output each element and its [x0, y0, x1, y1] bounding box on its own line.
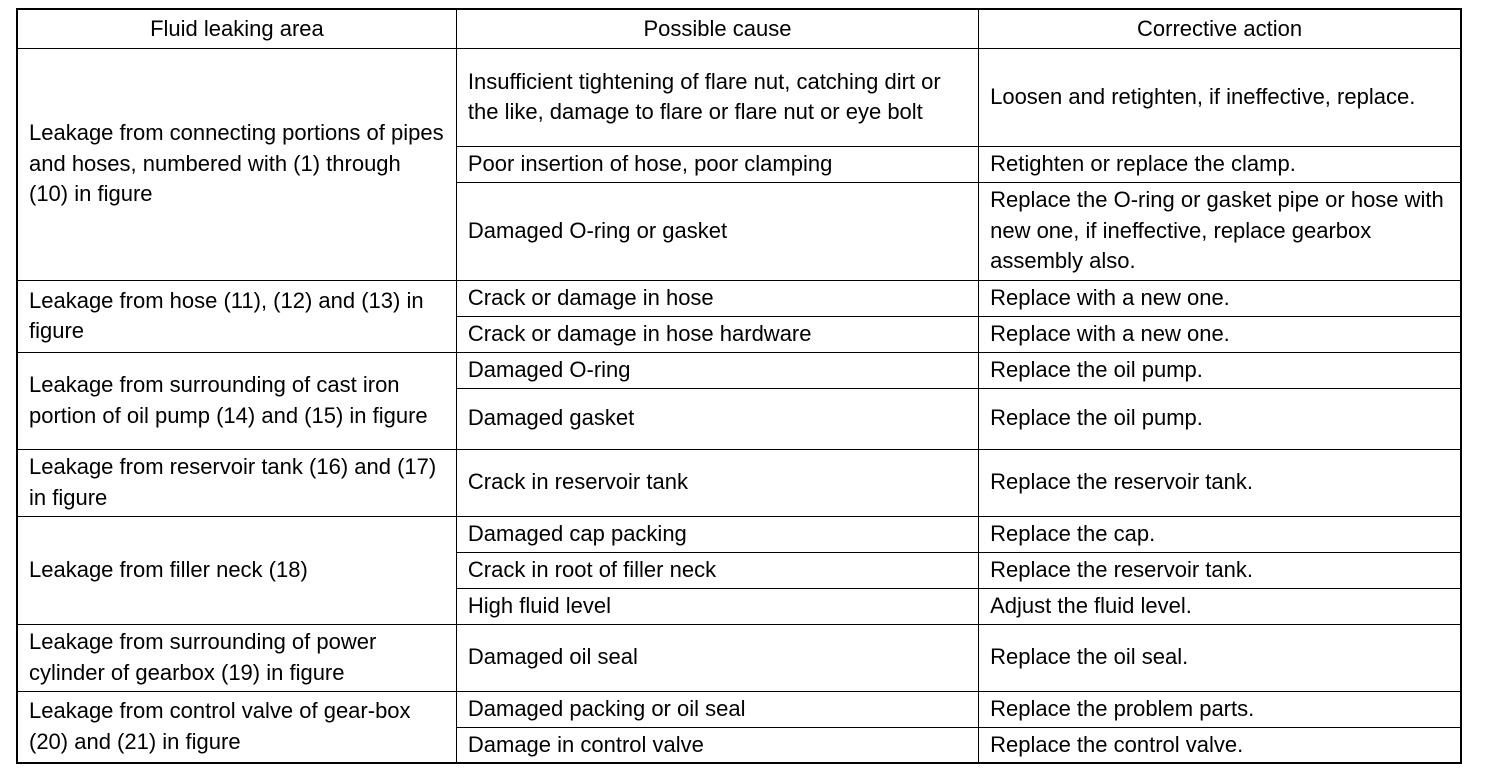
action-cell: Replace the cap. — [979, 516, 1461, 552]
cause-cell: Damaged cap packing — [456, 516, 978, 552]
cause-cell: Damaged oil seal — [456, 624, 978, 691]
action-cell: Replace the oil pump. — [979, 352, 1461, 388]
action-cell: Replace the oil seal. — [979, 624, 1461, 691]
cause-cell: High fluid level — [456, 588, 978, 624]
troubleshooting-table — [16, 8, 1462, 764]
cause-cell: Crack in root of filler neck — [456, 552, 978, 588]
table-row — [17, 280, 1461, 316]
action-cell: Adjust the fluid level. — [979, 588, 1461, 624]
table-row — [17, 691, 1461, 727]
action-cell: Replace with a new one. — [979, 316, 1461, 352]
header-row — [17, 9, 1461, 48]
cause-cell: Insufficient tightening of flare nut, catching dirt or the like, damage to flare or flare nut or eye bolt — [456, 48, 978, 146]
leak-area-cell: Leakage from connecting portions of pipes and hoses, numbered with (1) through (10) in figure — [17, 48, 456, 280]
action-cell: Retighten or replace the clamp. — [979, 146, 1461, 182]
action-cell: Replace with a new one. — [979, 280, 1461, 316]
header-corrective-action: Corrective action — [979, 9, 1461, 48]
action-cell: Replace the control valve. — [979, 727, 1461, 763]
cause-cell: Poor insertion of hose, poor clamping — [456, 146, 978, 182]
action-cell: Replace the problem parts. — [979, 691, 1461, 727]
table-row — [17, 449, 1461, 516]
action-cell: Replace the O-ring or gasket pipe or hose with new one, if ineffective, replace gearbox assembly also. — [979, 182, 1461, 280]
leak-area-cell: Leakage from surrounding of cast iron portion of oil pump (14) and (15) in figure — [17, 352, 456, 449]
cause-cell: Damaged packing or oil seal — [456, 691, 978, 727]
table-row — [17, 352, 1461, 388]
action-cell: Replace the reservoir tank. — [979, 449, 1461, 516]
header-possible-cause: Possible cause — [456, 9, 978, 48]
leak-area-cell: Leakage from hose (11), (12) and (13) in figure — [17, 280, 456, 352]
leak-area-cell: Leakage from surrounding of power cylinder of gearbox (19) in figure — [17, 624, 456, 691]
cause-cell: Crack or damage in hose hardware — [456, 316, 978, 352]
table-row — [17, 516, 1461, 552]
leak-area-cell: Leakage from reservoir tank (16) and (17) in figure — [17, 449, 456, 516]
header-fluid-leaking-area: Fluid leaking area — [17, 9, 456, 48]
cause-cell: Crack or damage in hose — [456, 280, 978, 316]
cause-cell: Damaged gasket — [456, 388, 978, 449]
cause-cell: Damaged O-ring or gasket — [456, 182, 978, 280]
cause-cell: Damage in control valve — [456, 727, 978, 763]
cause-cell: Damaged O-ring — [456, 352, 978, 388]
table-row — [17, 624, 1461, 691]
table-row — [17, 48, 1461, 146]
leak-area-cell: Leakage from control valve of gear-box (20) and (21) in figure — [17, 691, 456, 763]
leak-area-cell: Leakage from filler neck (18) — [17, 516, 456, 624]
action-cell: Replace the reservoir tank. — [979, 552, 1461, 588]
action-cell: Loosen and retighten, if ineffective, replace. — [979, 48, 1461, 146]
action-cell: Replace the oil pump. — [979, 388, 1461, 449]
cause-cell: Crack in reservoir tank — [456, 449, 978, 516]
